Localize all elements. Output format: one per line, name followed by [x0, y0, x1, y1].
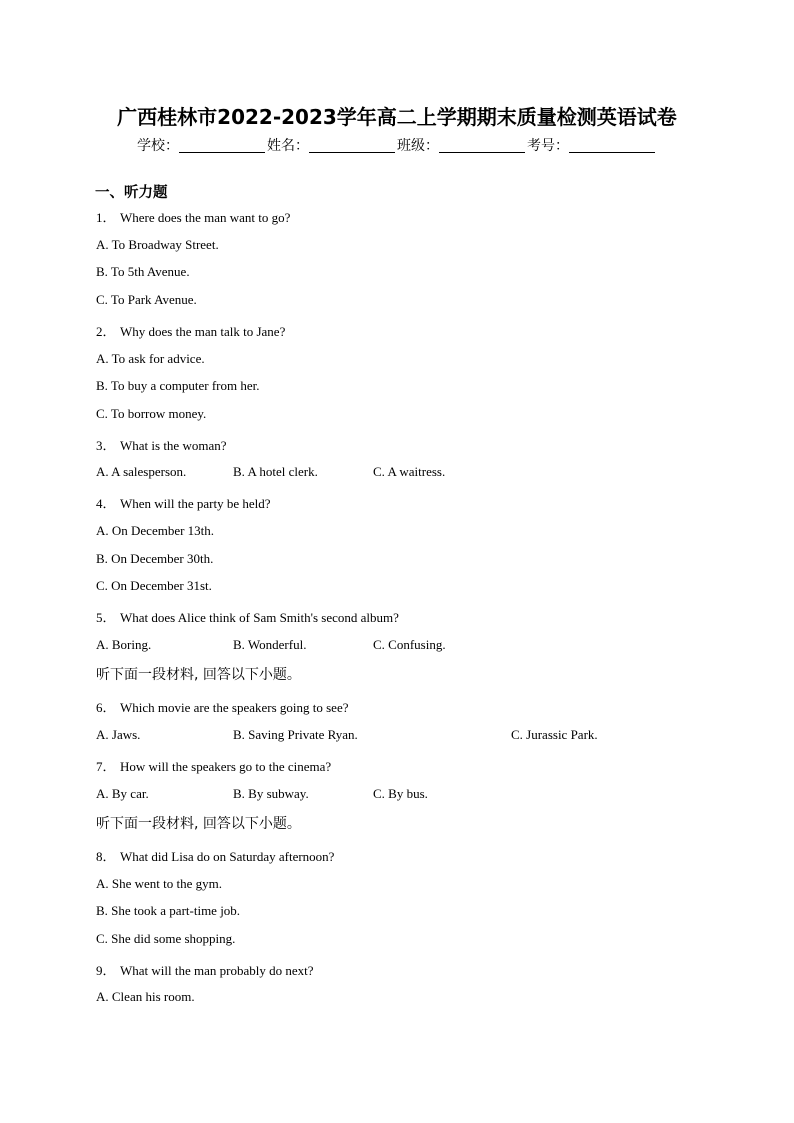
name-blank[interactable] — [309, 138, 395, 153]
school-label: 学校： — [137, 138, 179, 154]
class-label: 班级： — [397, 138, 439, 154]
q5-option-c: C. Confusing. — [373, 637, 446, 652]
question-number: 9． — [96, 963, 116, 978]
q8-option-c: C. She did some shopping. — [96, 931, 236, 946]
q1-option-c: C. To Park Avenue. — [96, 292, 197, 307]
q7-option-c: C. By bus. — [373, 786, 428, 801]
q8-option-b: B. She took a part-time job. — [96, 903, 241, 918]
q4-option-a: A. On December 13th. — [96, 523, 215, 538]
q6-option-a: A. Jaws. — [96, 727, 141, 742]
question-9 — [96, 960, 314, 979]
question-number: 3． — [96, 438, 116, 453]
question-3 — [96, 435, 227, 454]
q4-option-c: C. On December 31st. — [96, 578, 212, 593]
q3-option-c: C. A waitress. — [373, 464, 446, 479]
exam-no-label: 考号： — [527, 138, 569, 154]
page-title: 广西桂林市2022-2023学年高二上学期期末质量检测英语试卷 — [117, 105, 677, 129]
q5-option-b: B. Wonderful. — [233, 637, 307, 652]
q1-option-b: B. To 5th Avenue. — [96, 264, 190, 279]
question-6 — [96, 697, 349, 716]
question-text: What did Lisa do on Saturday afternoon? — [120, 849, 335, 864]
question-text: When will the party be held? — [120, 496, 271, 511]
q7-option-b: B. By subway. — [233, 786, 309, 801]
question-5 — [96, 607, 399, 626]
question-number: 2． — [96, 324, 116, 339]
student-info-row — [0, 135, 794, 155]
q6-option-c: C. Jurassic Park. — [511, 727, 598, 742]
q2-option-c: C. To borrow money. — [96, 406, 207, 421]
question-text: What is the woman? — [120, 438, 227, 453]
q1-option-a: A. To Broadway Street. — [96, 237, 219, 252]
name-label: 姓名： — [267, 138, 309, 154]
q9-option-a: A. Clean his room. — [96, 989, 195, 1004]
question-number: 1． — [96, 210, 116, 225]
listening-instruction-2: 听下面一段材料, 回答以下小题。 — [96, 816, 301, 832]
q7-option-a: A. By car. — [96, 786, 149, 801]
question-number: 5． — [96, 610, 116, 625]
question-text: How will the speakers go to the cinema? — [120, 759, 332, 774]
question-number: 8． — [96, 849, 116, 864]
question-1 — [96, 207, 290, 226]
section-heading-listening: 一、听力题 — [95, 185, 168, 201]
q2-option-a: A. To ask for advice. — [96, 351, 205, 366]
q2-option-b: B. To buy a computer from her. — [96, 378, 260, 393]
q5-option-a: A. Boring. — [96, 637, 152, 652]
question-number: 6． — [96, 700, 116, 715]
class-blank[interactable] — [439, 138, 525, 153]
question-2 — [96, 321, 285, 340]
q3-option-b: B. A hotel clerk. — [233, 464, 318, 479]
question-text: Where does the man want to go? — [120, 210, 291, 225]
q4-option-b: B. On December 30th. — [96, 551, 214, 566]
q8-option-a: A. She went to the gym. — [96, 876, 223, 891]
q3-option-a: A. A salesperson. — [96, 464, 187, 479]
q6-option-b: B. Saving Private Ryan. — [233, 727, 358, 742]
question-8 — [96, 846, 334, 865]
question-7 — [96, 756, 331, 775]
question-text: Which movie are the speakers going to see? — [120, 700, 349, 715]
question-text: What will the man probably do next? — [120, 963, 314, 978]
question-number: 7． — [96, 759, 116, 774]
school-blank[interactable] — [179, 138, 265, 153]
question-4 — [96, 493, 271, 512]
exam-no-blank[interactable] — [569, 138, 655, 153]
question-text: Why does the man talk to Jane? — [120, 324, 286, 339]
question-number: 4． — [96, 496, 116, 511]
question-text: What does Alice think of Sam Smith's second album? — [120, 610, 399, 625]
listening-instruction-1: 听下面一段材料, 回答以下小题。 — [96, 667, 301, 683]
